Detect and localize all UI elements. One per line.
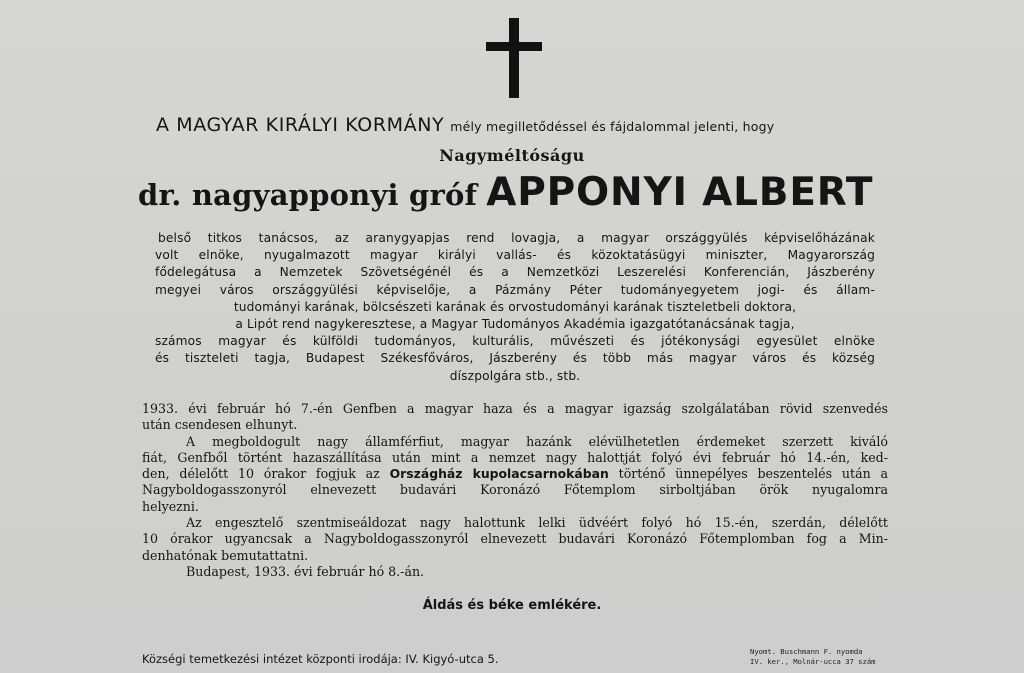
titles-line: fődelegátusa a Nemzetek Szövetségénél és a Nemzetközi Leszerelési Konferencián, Jászberény bbox=[155, 265, 875, 280]
titles-line: volt elnöke, nyugalmazott magyar királyi vallás- és közoktatásügyi miniszter, Magyarország bbox=[155, 248, 875, 263]
body-line: 10 órakor ugyancsak a Nagyboldogasszonyról elnevezett budavári Koronázó Főtemplomban fog a Min- bbox=[142, 531, 888, 547]
cross-icon bbox=[486, 18, 542, 98]
government-heading: A MAGYAR KIRÁLYI KORMÁNY bbox=[156, 114, 445, 136]
titles-line: és tiszteleti tagja, Budapest Székesfőváros, Jászberény és több más magyar város és község bbox=[155, 351, 875, 366]
ceremony-text-post: történő ünnepélyes beszentelés után a bbox=[618, 466, 888, 482]
deceased-name bbox=[138, 170, 898, 215]
body-line: Nagyboldogasszonyról elnevezett budavári Koronázó Főtemplom sirboltjában örök nyugalomra bbox=[142, 482, 888, 498]
body-line: A megboldogult nagy államférfiut, magyar hazánk elévülhetetlen érdemeket szerzett kiváló bbox=[186, 433, 888, 449]
body-line-ceremony bbox=[142, 466, 888, 482]
body-line: fiát, Genfből történt hazaszállítása után mint a nemzet nagy halottját folyó évi február hó 14.-én, ked- bbox=[142, 449, 888, 465]
titles-block bbox=[155, 230, 875, 385]
name-main: APPONYI ALBERT bbox=[486, 170, 874, 215]
name-prefix: dr. nagyapponyi gróf bbox=[138, 178, 478, 212]
printer-imprint bbox=[750, 647, 890, 667]
body-line: után csendesen elhunyt. bbox=[142, 417, 298, 433]
closing-blessing: Áldás és béke emlékére. bbox=[422, 598, 602, 613]
announcement-text: mély megilletődéssel és fájdalommal jelenti, hogy bbox=[450, 119, 775, 134]
titles-line: a Lipót rend nagykeresztese, a Magyar Tudományos Akadémia igazgatótanácsának tagja, bbox=[235, 316, 795, 331]
printer-line: Nyomt. Buschmann F. nyomda bbox=[750, 647, 863, 656]
titles-line: számos magyar és külföldi tudományos, kulturális, művészeti és jótékonysági egyesület elnöke bbox=[155, 334, 875, 349]
titles-line: tudományi karának, bölcsészeti karának és orvostudományi karának tiszteletbeli doktora, bbox=[233, 299, 797, 314]
body-line: denhatónak bemutattatni. bbox=[142, 547, 309, 563]
undertaker-info: Községi temetkezési intézet központi irodája: IV. Kigyó-utca 5. bbox=[142, 652, 499, 666]
date-line: Budapest, 1933. évi február hó 8.-án. bbox=[186, 563, 425, 579]
titles-line: megyei város országgyülési képviselője, a Pázmány Péter tudományegyetem jogi- és állam- bbox=[155, 282, 875, 297]
ceremony-text-pre: den, délelőtt 10 órakor fogjuk az bbox=[142, 466, 380, 482]
body-line: 1933. évi február hó 7.-én Genfben a magyar haza és a magyar igazság szolgálatában rövid szenvedés bbox=[142, 401, 888, 416]
titles-line: belső titkos tanácsos, az aranygyapjas rend lovagja, a magyar országgyülés képviselőházának bbox=[158, 231, 875, 245]
titles-line: díszpolgára stb., stb. bbox=[449, 368, 581, 383]
body-line: helyezni. bbox=[142, 498, 199, 514]
printer-line: IV. ker., Molnár-ucca 37 szám bbox=[750, 657, 876, 666]
intro-line bbox=[156, 114, 876, 136]
body-line: Az engesztelő szentmiseáldozat nagy halottunk lelki üdvéért folyó hó 15.-én, szerdán, délelőtt bbox=[186, 515, 888, 531]
ceremony-location: Országház kupolacsarnokában bbox=[389, 466, 609, 482]
body-text bbox=[142, 401, 888, 580]
honorific-title: Nagyméltóságu bbox=[439, 146, 585, 165]
